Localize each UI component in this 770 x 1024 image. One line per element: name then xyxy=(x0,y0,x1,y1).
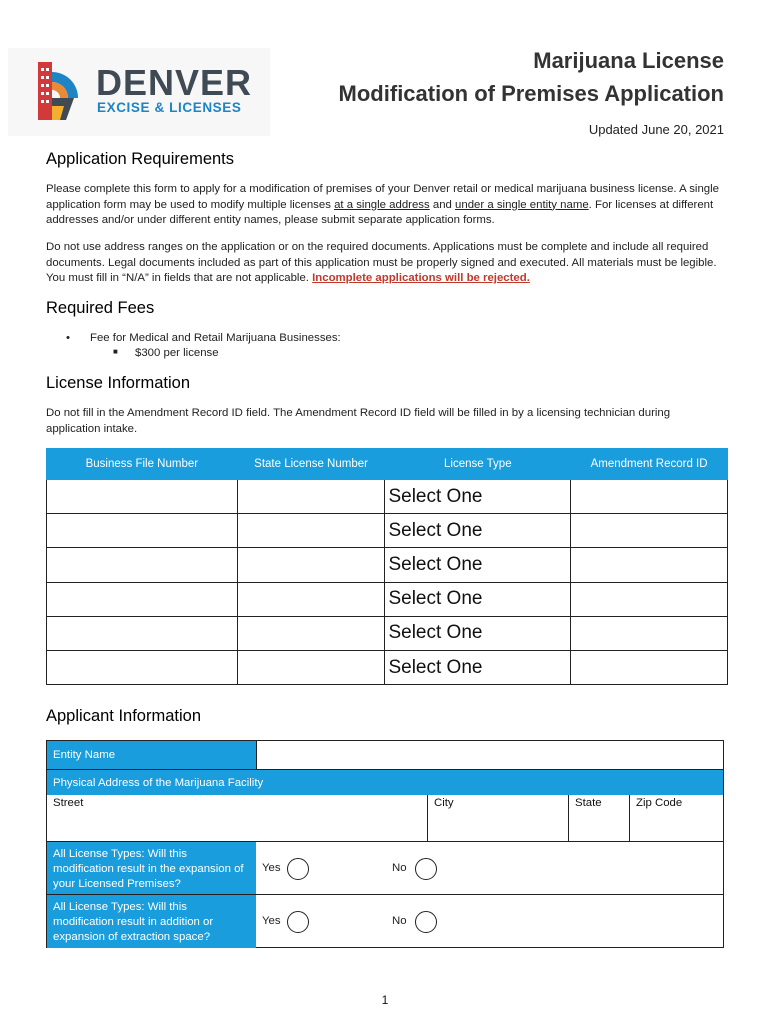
fee-item: Fee for Medical and Retail Marijuana Businesses: xyxy=(90,332,341,344)
city-label: City xyxy=(434,797,454,809)
state-license-number-field[interactable] xyxy=(237,582,385,616)
expansion-question: All License Types: Will this modification result in the expansion of your Licensed Premises? xyxy=(47,842,256,894)
license-type-select[interactable]: Select One xyxy=(385,514,571,548)
city-field[interactable] xyxy=(427,795,568,841)
business-file-number-field[interactable] xyxy=(47,650,238,684)
expansion-no-radio[interactable] xyxy=(415,858,437,880)
extraction-no-radio[interactable] xyxy=(415,911,437,933)
extraction-question: All License Types: Will this modification result in addition or expansion of extraction space? xyxy=(47,895,256,948)
street-field[interactable] xyxy=(47,795,427,841)
business-file-number-field[interactable] xyxy=(47,480,238,514)
license-type-select[interactable]: Select One xyxy=(385,480,571,514)
fees-heading: Required Fees xyxy=(46,299,155,317)
state-license-number-field[interactable] xyxy=(237,514,385,548)
license-type-select[interactable]: Select One xyxy=(385,616,571,650)
applicant-info-heading: Applicant Information xyxy=(46,707,202,725)
expansion-yes-label: Yes xyxy=(262,862,281,874)
table-row xyxy=(47,582,728,616)
state-license-number-field[interactable] xyxy=(237,548,385,582)
col-state-license-number: State License Number xyxy=(237,449,385,480)
table-row xyxy=(47,480,728,514)
expansion-no-label: No xyxy=(392,862,407,874)
zip-code-label: Zip Code xyxy=(636,797,683,809)
amendment-record-id-field xyxy=(571,582,728,616)
col-amendment-record-id: Amendment Record ID xyxy=(571,449,728,480)
expansion-question-row xyxy=(47,841,723,894)
license-info-heading: License Information xyxy=(46,374,190,392)
street-label: Street xyxy=(53,797,84,809)
extraction-yes-label: Yes xyxy=(262,915,281,927)
license-type-select[interactable]: Select One xyxy=(385,582,571,616)
denver-logo xyxy=(8,48,270,136)
logo-wordmark: DENVER xyxy=(96,62,253,103)
page-number: 1 xyxy=(381,993,389,1007)
table-row xyxy=(47,514,728,548)
license-info-note: Do not fill in the Amendment Record ID field. The Amendment Record ID field will be filled in by a licensing technician during application intake. xyxy=(46,407,671,435)
col-business-file-number: Business File Number xyxy=(47,449,238,480)
amendment-record-id-field xyxy=(571,480,728,514)
logo-subtitle: EXCISE & LICENSES xyxy=(97,100,242,115)
license-type-select[interactable]: Select One xyxy=(385,650,571,684)
entity-name-label: Entity Name xyxy=(47,741,256,769)
requirements-heading: Application Requirements xyxy=(46,150,235,168)
applicant-form xyxy=(46,740,724,948)
table-row xyxy=(47,548,728,582)
zip-code-field[interactable] xyxy=(629,795,723,841)
amendment-record-id-field xyxy=(571,514,728,548)
physical-address-header: Physical Address of the Marijuana Facility xyxy=(47,769,723,795)
expansion-yes-radio[interactable] xyxy=(287,858,309,880)
updated-date: Updated June 20, 2021 xyxy=(588,122,724,137)
table-row xyxy=(47,650,728,684)
business-file-number-field[interactable] xyxy=(47,616,238,650)
page-title-line2: Modification of Premises Application xyxy=(338,81,724,106)
amendment-record-id-field xyxy=(571,616,728,650)
sub-bullet-square: ■ xyxy=(113,347,118,356)
business-file-number-field[interactable] xyxy=(47,582,238,616)
state-field[interactable] xyxy=(568,795,629,841)
page-title-line1: Marijuana License xyxy=(533,48,724,73)
entity-name-input[interactable] xyxy=(256,741,723,769)
fee-amount: $300 per license xyxy=(135,347,219,359)
state-license-number-field[interactable] xyxy=(237,480,385,514)
license-type-select[interactable]: Select One xyxy=(385,548,571,582)
requirements-paragraph-2: Do not use address ranges on the application or on the required documents. Applications must be complete and include all required documents. Legal documents included as part of this application must be properly signed and executed. All materials must be legible. You must fill in “N/A” in fields that are not applicable. Incomplete applications will be rejected. xyxy=(46,241,717,285)
state-license-number-field[interactable] xyxy=(237,650,385,684)
rejection-warning: Incomplete applications will be rejected. xyxy=(312,272,530,285)
state-license-number-field[interactable] xyxy=(237,616,385,650)
license-table-header xyxy=(47,449,728,480)
extraction-yes-radio[interactable] xyxy=(287,911,309,933)
business-file-number-field[interactable] xyxy=(47,548,238,582)
bullet-dot: • xyxy=(66,332,70,344)
extraction-question-row xyxy=(47,894,723,948)
amendment-record-id-field xyxy=(571,650,728,684)
col-license-type: License Type xyxy=(385,449,571,480)
denver-emblem-icon xyxy=(8,48,98,136)
table-row xyxy=(47,616,728,650)
state-label: State xyxy=(575,797,602,809)
license-table xyxy=(46,448,728,685)
extraction-no-label: No xyxy=(392,915,407,927)
business-file-number-field[interactable] xyxy=(47,514,238,548)
amendment-record-id-field xyxy=(571,548,728,582)
requirements-paragraph-1: Please complete this form to apply for a modification of premises of your Denver retail or medical marijuana business license. A single application form may be used to modify multiple licenses at a single address and under a single entity name. For licenses at different addresses and/or under different entity names, please submit separate application forms. xyxy=(46,183,719,227)
